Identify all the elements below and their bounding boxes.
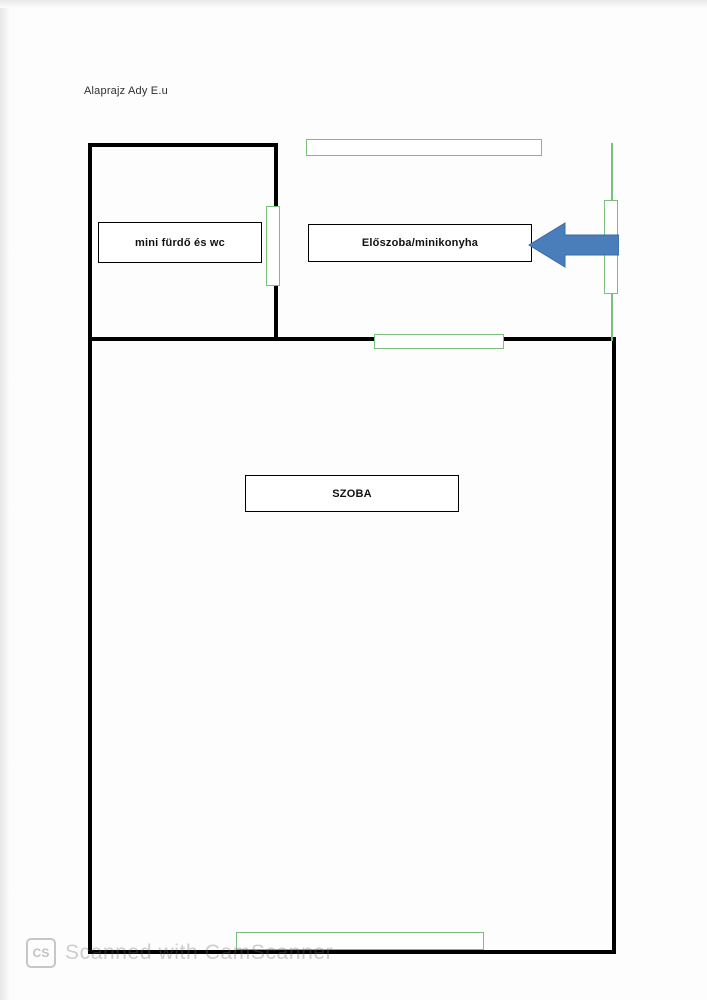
page-title: Alaprajz Ady E.u (84, 85, 168, 97)
camscanner-logo-icon: CS (26, 938, 56, 968)
wall-top (88, 143, 278, 147)
wall-divider-horizontal (88, 337, 616, 341)
wall-outer-left (88, 143, 92, 954)
room-label-main-room: SZOBA (245, 475, 459, 512)
door-bathroom (266, 206, 280, 286)
window-top (306, 139, 542, 156)
opening-hall-to-room (374, 334, 504, 349)
wall-outer-right (612, 337, 616, 954)
entrance-arrow-icon (525, 220, 619, 270)
scan-edge-top (0, 0, 707, 8)
camscanner-watermark (26, 938, 333, 968)
room-label-hall-kitchen: Előszoba/minikonyha (308, 224, 532, 262)
scan-edge-left (0, 0, 10, 1000)
camscanner-watermark-text: Scanned with CamScanner (65, 941, 334, 964)
room-label-bathroom: mini fürdő és wc (98, 222, 262, 263)
